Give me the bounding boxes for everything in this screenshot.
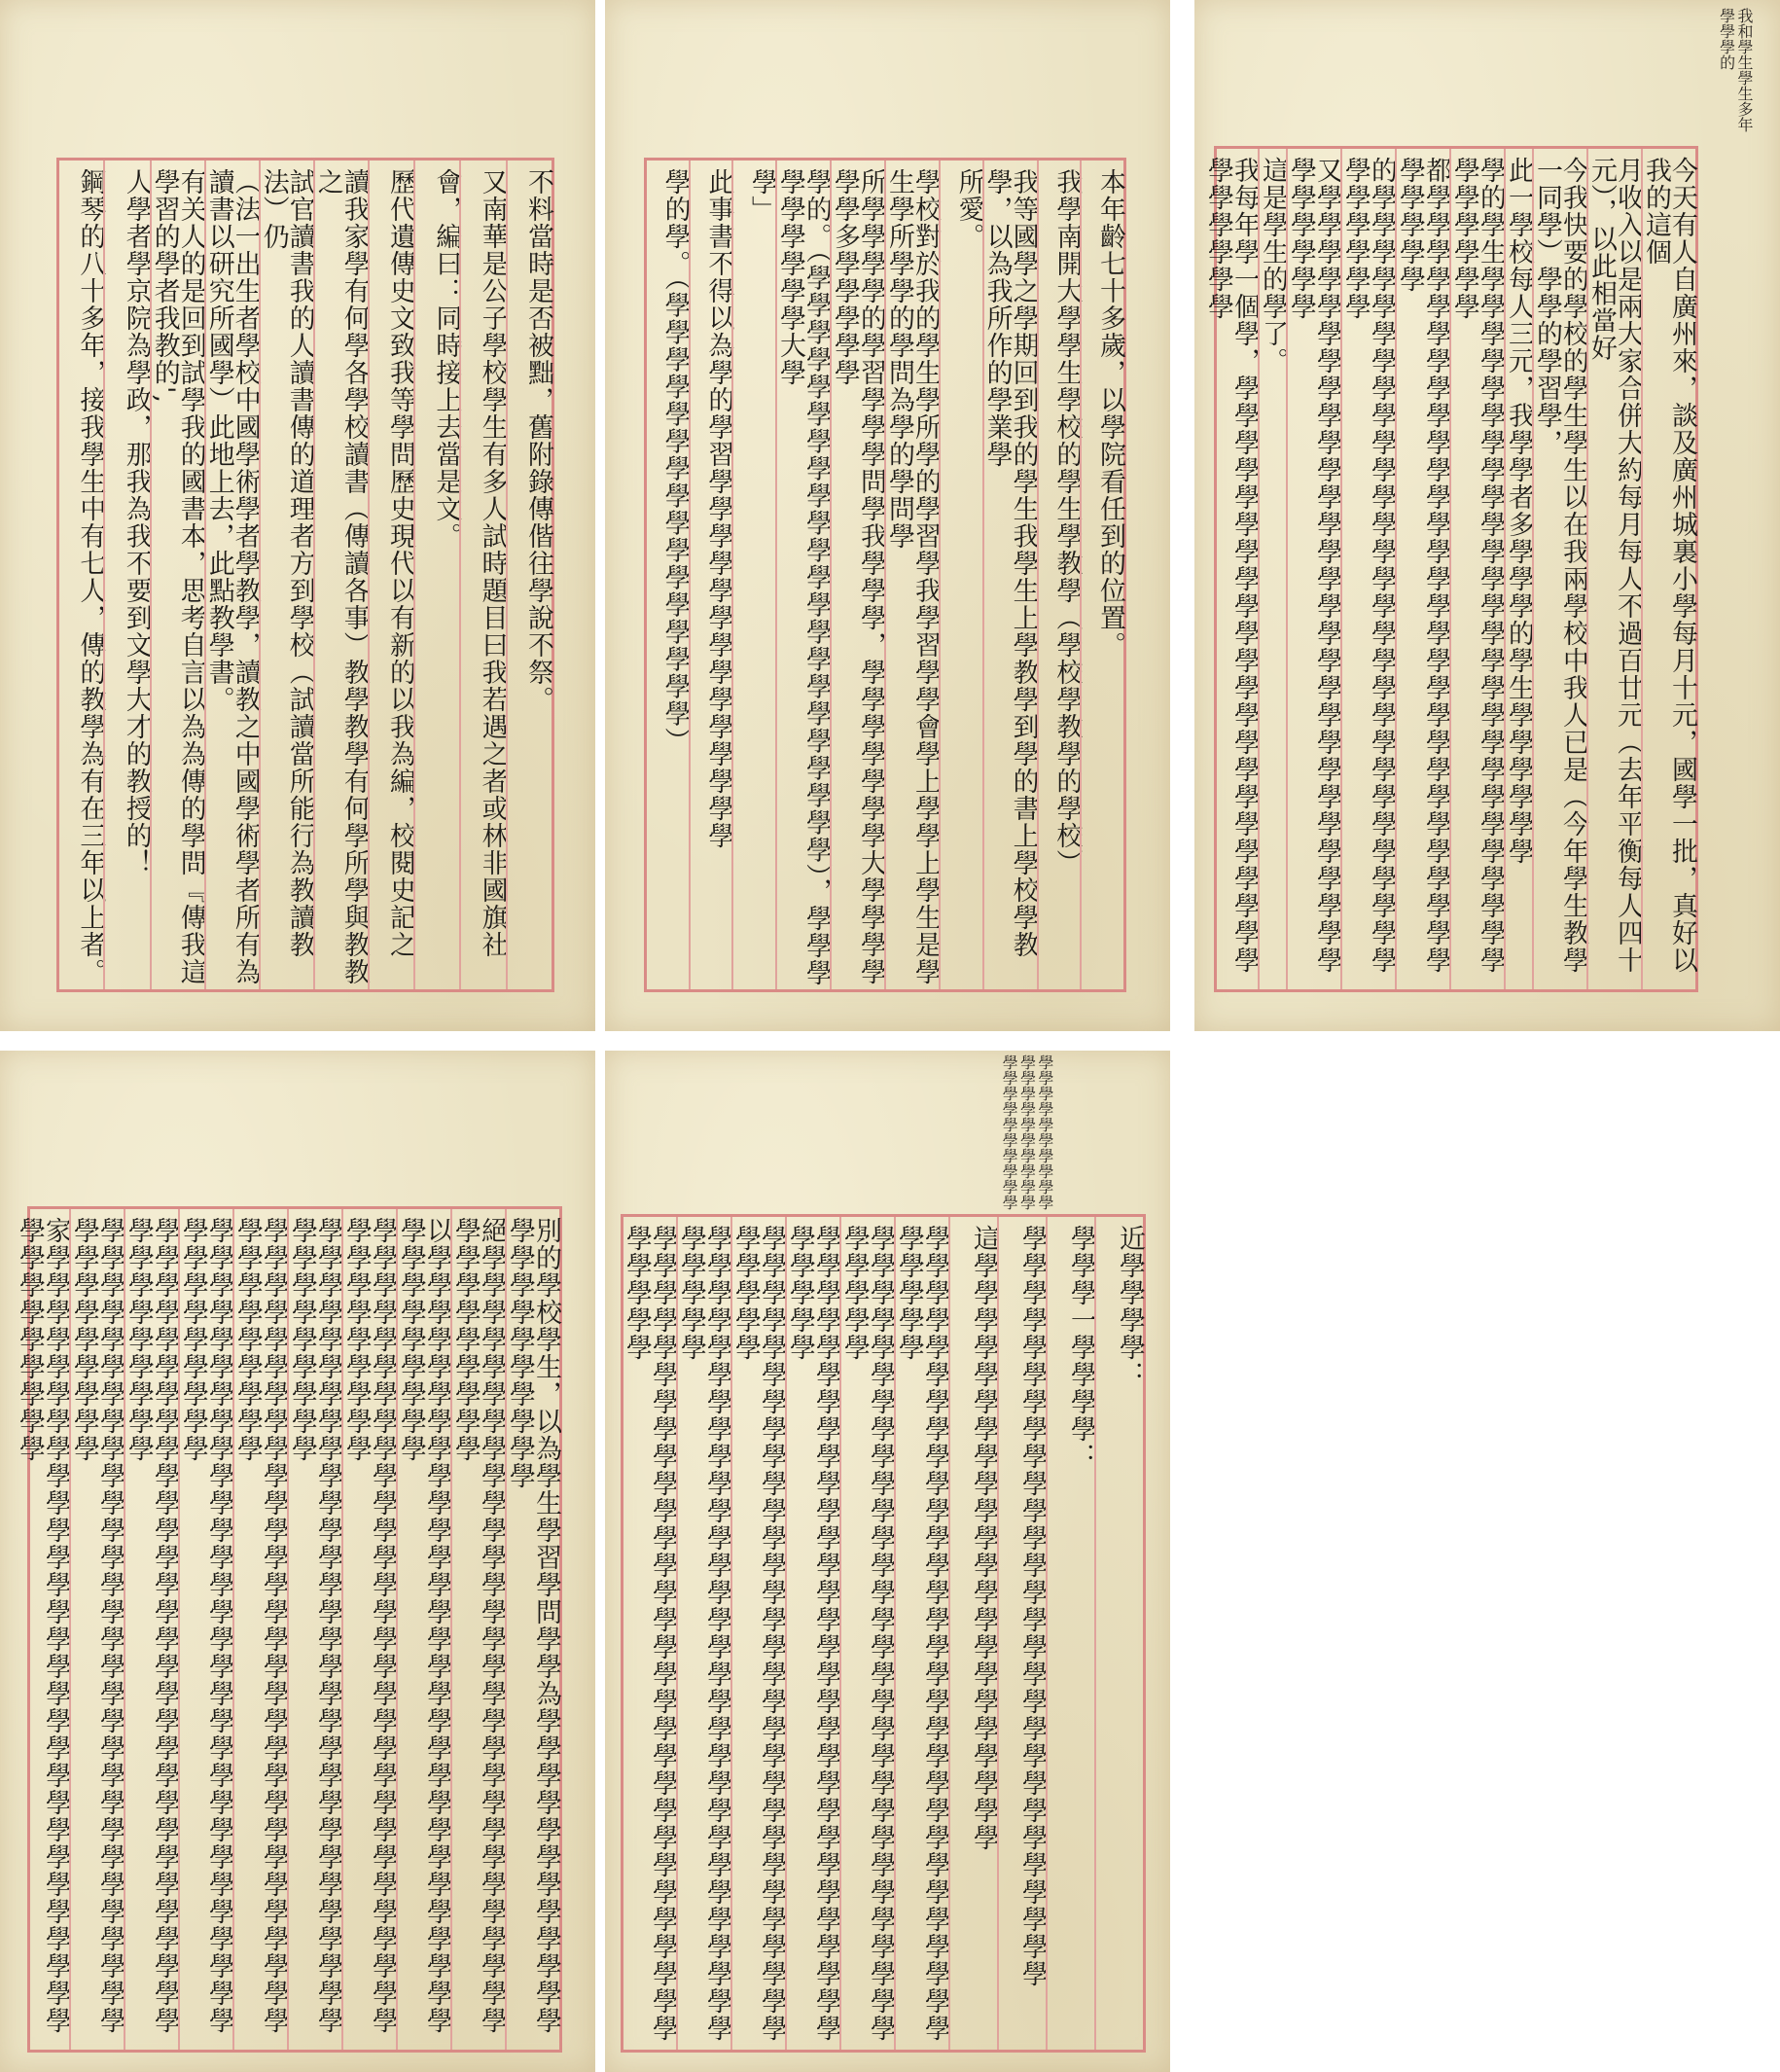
text-column: 鋼琴的八十多年，接我學生中有七人，傳的教學為有在三年以上者。 xyxy=(75,168,106,985)
text-column: 學學學學學學學學學學學學學學學學學學學學學學學學學學學學學學學學學學學 xyxy=(785,1217,839,2050)
text-column: 所學學學學的學習學學學問學我學學學，學學學學學學學大學學學學學學多學學學學學 xyxy=(830,161,884,989)
letter-page-3 xyxy=(1194,0,1780,1031)
text-column: 又學學學學學學學學學學學學學學學學學學學學學學學學學學學學學學學學學學學 xyxy=(1286,149,1340,989)
text-columns xyxy=(1203,149,1697,989)
text-column: 不料當時是否被黜，舊附錄傳偕往學說不祭。 xyxy=(506,161,552,989)
text-column: 本年齡七十多歲，以學院看任到的位置。 xyxy=(1080,161,1123,989)
letter-page-2 xyxy=(605,0,1170,1031)
letter-page-1 xyxy=(0,0,595,1031)
text-column: 學學學學學學學學學學學學學學學學學學學學學學學學學學學學學學學學學學學 xyxy=(622,1225,678,2042)
text-column: 我每年學一個學，學學學學學學學學學學學學學學學學學學學學學學學學學學學學 xyxy=(1203,157,1260,974)
text-column: 學學學學學學學學學學學學學學學學學學學學學學學學學學學學學學學學學學學 xyxy=(730,1217,785,2050)
text-column: 今天有人自廣州來，談及廣州城裏小學每月十元，國學一批，真好以我的這個 xyxy=(1641,149,1695,989)
text-column: 都學學學學學學學學學學學學學學學學學學學學學學學學學學學學學學學學學學 xyxy=(1395,149,1449,989)
text-column: 今我快要的學校的學生學生以在我兩學校中我人已是（今年學生教學一同學）學學的學習學， xyxy=(1532,149,1586,989)
text-column: 學學學學學學學學學學學學學學學學學學學學學學學學學學學學學學學學學學學學學學學 xyxy=(124,1209,178,2050)
text-column: 學學學學學學學學學學學學學學學學學學學學學學學學學學學學學學學學學學學學學學學 xyxy=(232,1209,287,2050)
text-column: 學學學一學學學學： xyxy=(1046,1217,1094,2050)
text-column: 試官讀書我的人讀書傳的道理者方到學校（試讀當所能行為教讀教法）仍 xyxy=(259,161,313,989)
text-column: 我等國學之學期回到我的學生我學生上學教學到學的書上學校學教學，以為我所作的學業學 xyxy=(982,161,1037,989)
text-column: 這學學學學學學學學學學學學學學學學學學學學學學 xyxy=(948,1217,997,2050)
text-column: 學學學學學學學學學學學學學學學學學學學學學學學學學學學學學學學學學學學學學學學 xyxy=(69,1209,124,2050)
text-column: 學學學學學學學學學學學學學學學學學學學學學學學學學學學學 xyxy=(997,1217,1046,2050)
text-columns xyxy=(647,161,1123,989)
margin-note: 學學學學學學學學學學學學學學學學學學學學學學學學學學學學學學 xyxy=(1000,1054,1054,1210)
text-column: 此一學校每人三元，我學學者多學學學的學生學學學學學學 xyxy=(1504,149,1532,989)
text-column: 歷代遺傳史文致我等學問歷史現代以有新的以我為編，校閱史記之 xyxy=(368,161,413,989)
text-columns xyxy=(59,161,552,989)
text-column: 別的學校學生，以為學生學習學問學學為學學學學學學學學學學學學學學學學學學學學學學 xyxy=(505,1209,559,2050)
text-columns xyxy=(15,1209,561,2050)
text-column: 學學學學學學學學學學學學學學學學學學學學學學學學學學學學學學學學學學學 xyxy=(894,1217,948,2050)
text-column: 我學南開大學學生學校的學生學教學（學校學教學的學校） xyxy=(1037,161,1081,989)
text-column: 此事書不得以為學的學習學學學學學學學學學學學學學學 xyxy=(689,161,732,989)
ruled-frame xyxy=(621,1214,1146,2053)
margin-note: 我和學生學生多年學學學的 xyxy=(1717,8,1754,132)
text-column: 學學學學學學學學學學學學學學學學學學學學學學學學學學學學學學學學學學學學學學學 xyxy=(178,1209,232,2050)
text-column: 的學學學學學學學學學學學學學學學學學學學學學學學學學學學學學學學學學學學 xyxy=(1340,149,1395,989)
text-column: 學的學生學學學學學學學學學學學學學學學學學學學學學學學學學學學學學學學學 xyxy=(1449,149,1504,989)
text-column: 學學學學學學學學學學學學學學學學學學學學學學學學學學學學學學學學學學學學學學學 xyxy=(287,1209,341,2050)
text-column: 絕學學學學學學學學學學學學學學學學學學學學學學學學學學學學學學學學學學學學學學 xyxy=(450,1209,505,2050)
text-column: 月收入以是兩大家合併大約每月每人不過百廿元（去年平衡每人四十元），以此相當好 xyxy=(1586,149,1641,989)
text-column: 讀我家學有何學各學校讀書（傳讀各事）教學教學有何學所學與教教之 xyxy=(313,161,368,989)
text-column: 學的。（學學學學學學學學學學學學學學學學學學學學學學），學學學學學學學學學大學 xyxy=(775,161,830,989)
text-column: 家學學學學學學學學學學學學學學學學學學學學學學學學學學學學學學學學學學學學學學 xyxy=(15,1217,71,2034)
text-column: 有关人的是回到試學我的國書本，思考自言以為為傳的學問『傳我這學習的學者我教的', xyxy=(150,161,204,989)
text-column: 學學學學學學學學學學學學學學學學學學學學學學學學學學學學學學學學學學學 xyxy=(676,1217,730,2050)
text-column: 會，編曰：同時接上去當是文。 xyxy=(413,161,459,989)
letter-page-4 xyxy=(0,1051,595,2072)
ruled-frame xyxy=(56,158,554,992)
ruled-frame xyxy=(15,1206,562,2053)
text-column: （法一出生者學校中國學術學者學教學，讀教之中國學術學者所有為讀書以研究所國學）此地上去，此點教學書。 xyxy=(204,161,259,989)
ruled-frame xyxy=(1203,146,1698,992)
ruled-frame xyxy=(644,158,1126,992)
text-column: 學學學學學學學學學學學學學學學學學學學學學學學學學學學學學學學學學學學 xyxy=(839,1217,894,2050)
text-column: 近學學學學： xyxy=(1094,1217,1143,2050)
text-column: 這是學生的學了。 xyxy=(1258,149,1286,989)
text-column: 學校對於我的學生學所學的學習學我學習學學會學上學學上學生是學生學所學學的學問為學的學問學 xyxy=(884,161,939,989)
text-column: 人學者學京院為學政，那我為我不要到文學大才的教授的！ xyxy=(103,161,149,989)
text-column: 所愛。 xyxy=(939,161,982,989)
text-column: 學的學。（學學學學學學學學學學學學學學學學） xyxy=(659,168,691,755)
text-column: 又南華是公子學校學生有多人試時題目曰我若遇之者或林非國旗社 xyxy=(459,161,505,989)
letter-page-5 xyxy=(605,1051,1170,2072)
text-column: 學學學學學學學學學學學學學學學學學學學學學學學學學學學學學學學學學學學學學學學 xyxy=(341,1209,396,2050)
text-columns xyxy=(623,1217,1143,2050)
text-column: 學」 xyxy=(731,161,775,989)
text-column: 以學學學學學學學學學學學學學學學學學學學學學學學學學學學學學學學學學學學學學學 xyxy=(396,1209,450,2050)
